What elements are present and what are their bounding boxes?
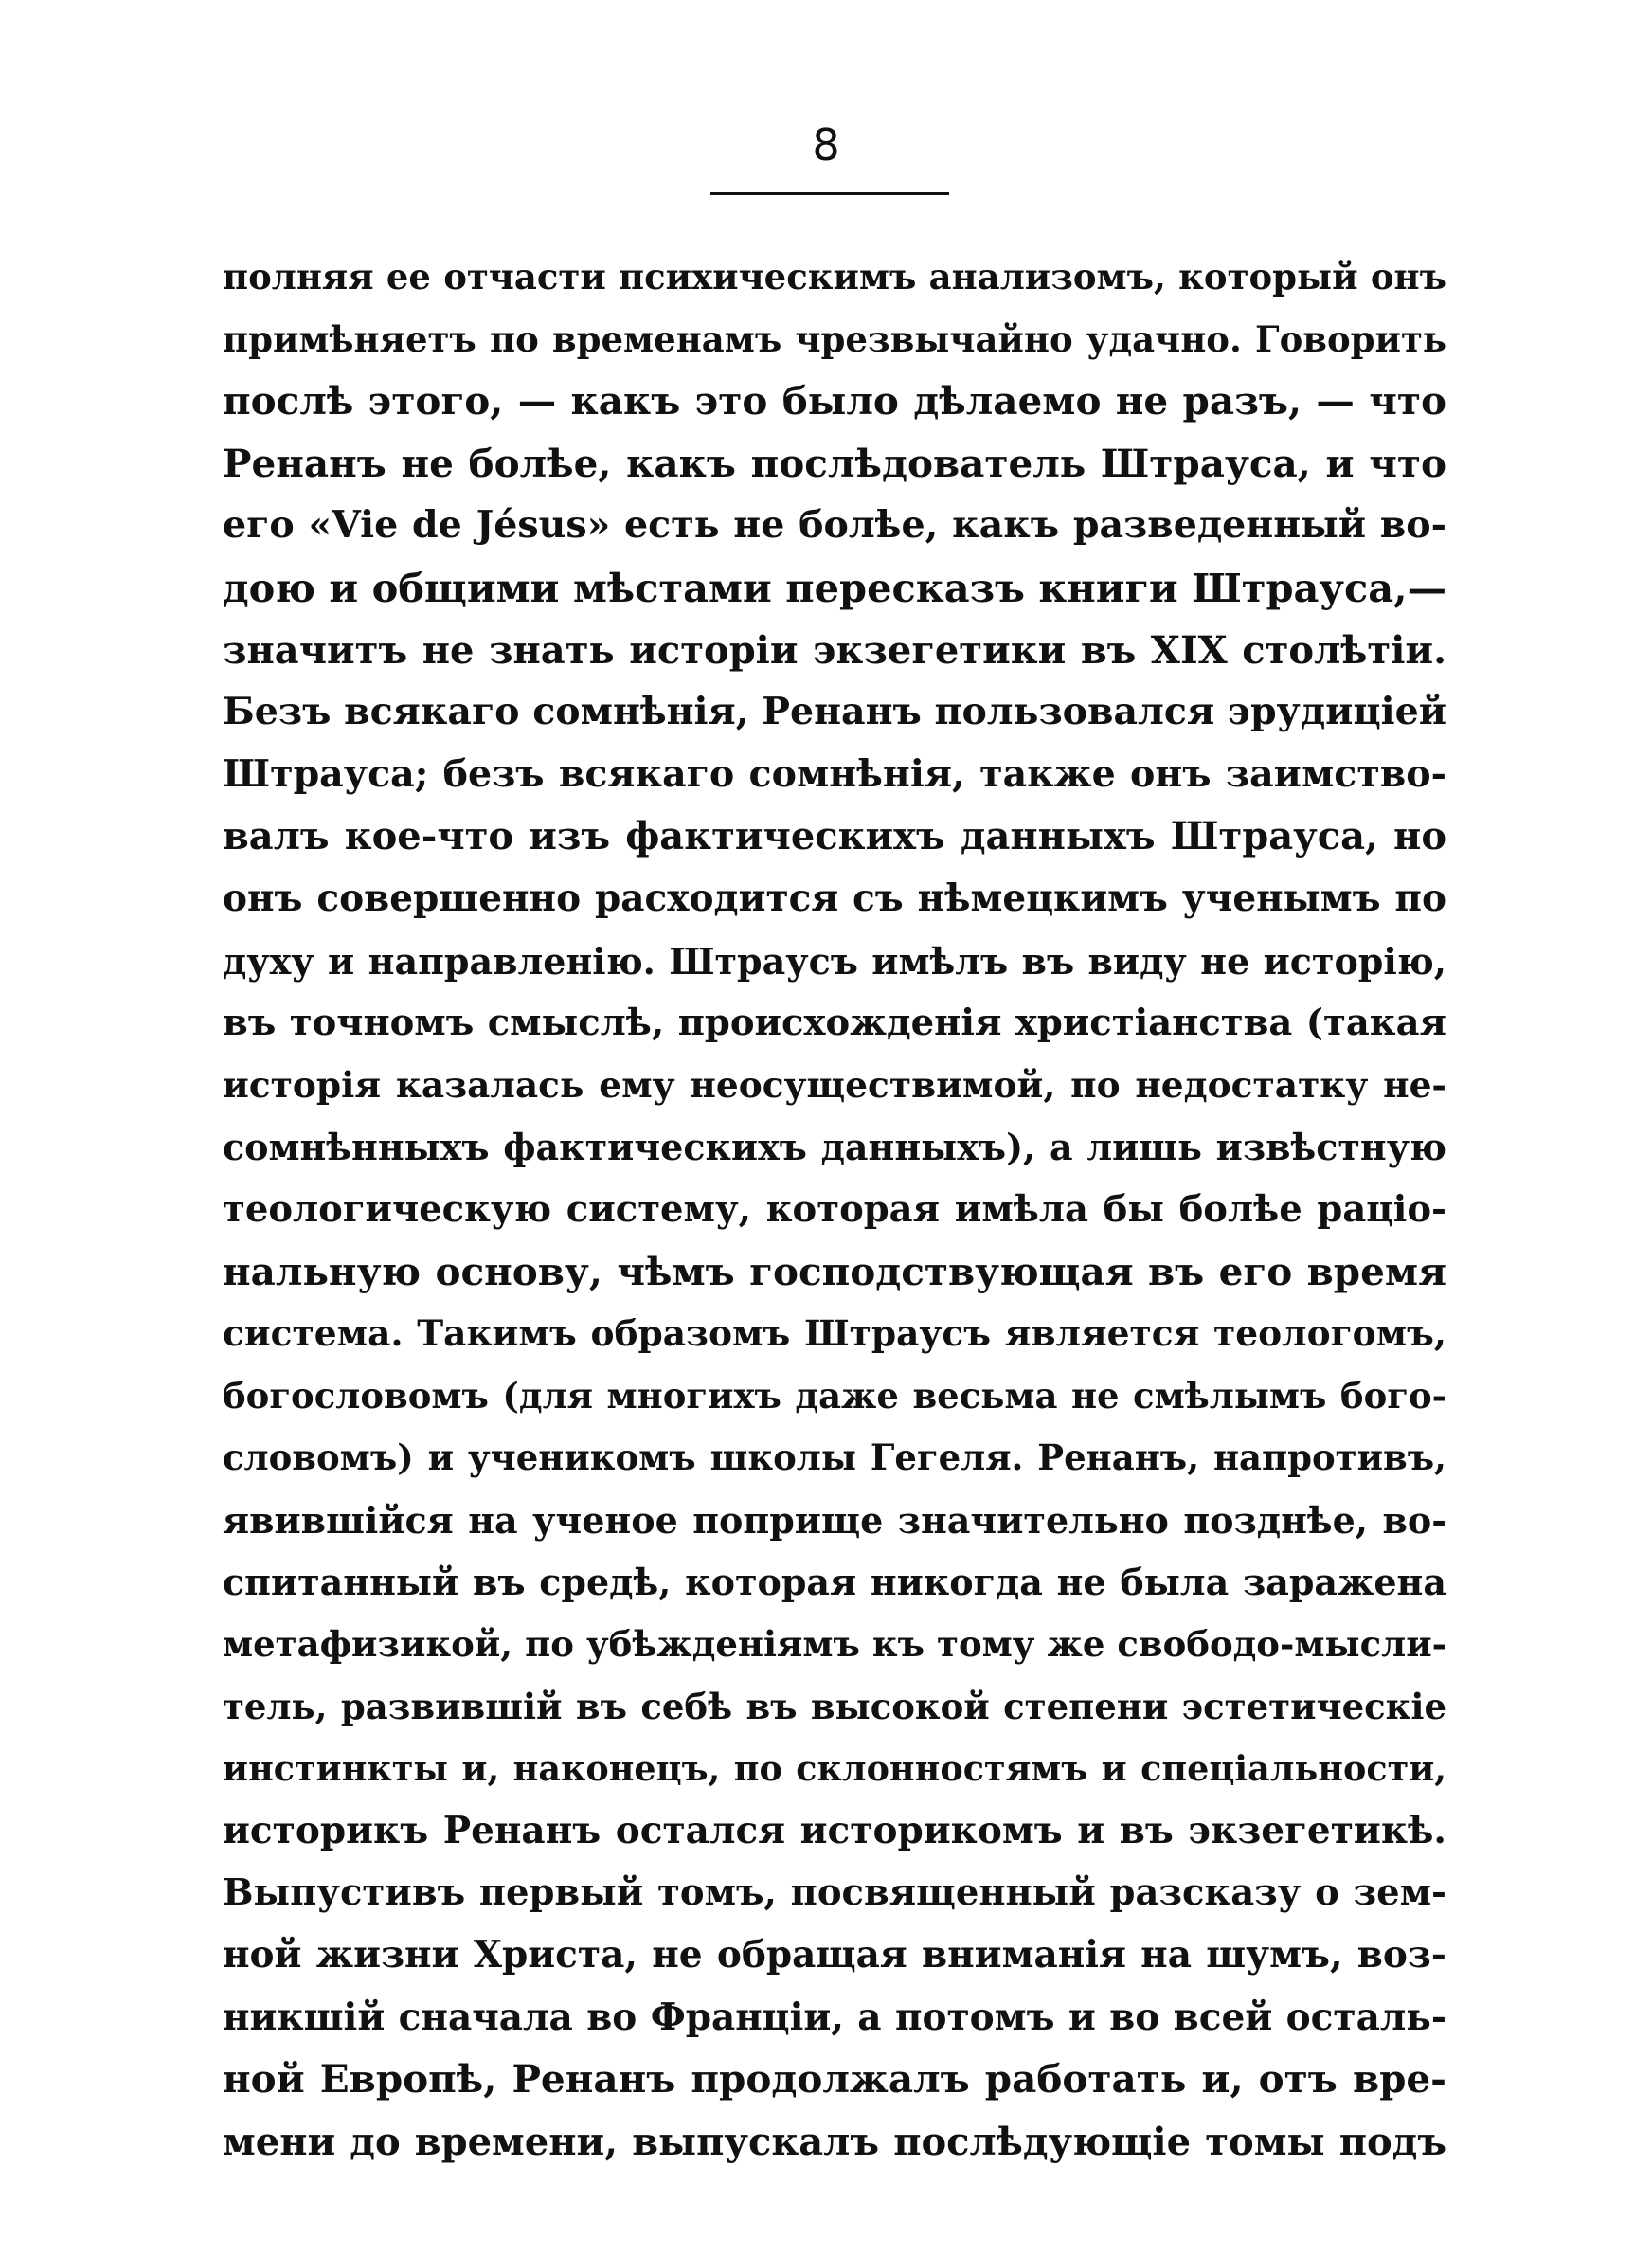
text-line: никшій сначала во Франціи, а потомъ и во всей осталь- xyxy=(223,1995,1446,2039)
text-line: метафизикой, по убѣжденіямъ къ тому же свободо-мысли- xyxy=(223,1623,1446,1666)
text-line: ной Европѣ, Ренанъ продолжалъ работать и, отъ вре- xyxy=(223,2056,1446,2103)
text-line: система. Такимъ образомъ Штраусъ является теологомъ, xyxy=(223,1312,1446,1355)
text-line: нальную основу, чѣмъ господствующая въ его время xyxy=(223,1248,1446,1294)
text-line: его «Vie de Jésus» есть не болѣе, какъ разведенный во- xyxy=(223,503,1446,548)
text-line: спитанный въ средѣ, которая никогда не была заражена xyxy=(223,1561,1446,1604)
text-line: духу и направленію. Штраусъ имѣлъ въ виду не исторію, xyxy=(223,939,1446,983)
text-line: полняя ее отчасти психическимъ анализомъ, который онъ xyxy=(223,256,1446,298)
text-line: ной жизни Христа, не обращая вниманія на шумъ, воз- xyxy=(223,1933,1446,1977)
text-line: теологическую систему, которая имѣла бы болѣе раціо- xyxy=(223,1187,1446,1231)
text-line: валъ кое-что изъ фактическихъ данныхъ Штрауса, но xyxy=(223,814,1446,859)
text-line: Штрауса; безъ всякаго сомнѣнія, также онъ заимство- xyxy=(223,751,1446,796)
page-number: 8 xyxy=(812,119,840,171)
text-line: исторія казалась ему неосуществимой, по недостатку не- xyxy=(223,1063,1446,1106)
text-line: онъ совершенно расходится съ нѣмецкимъ ученымъ по xyxy=(223,876,1446,920)
text-line: инстинкты и, наконецъ, по склонностямъ и спеціальности, xyxy=(223,1748,1446,1790)
text-line: богословомъ (для многихъ даже весьма не смѣлымъ бого- xyxy=(223,1374,1446,1417)
text-line: словомъ) и ученикомъ школы Гегеля. Ренанъ, напротивъ, xyxy=(223,1436,1446,1479)
text-line: примѣняетъ по временамъ чрезвычайно удачно. Говорить xyxy=(223,317,1446,360)
text-line: Ренанъ не болѣе, какъ послѣдователь Штрауса, и что xyxy=(223,440,1446,486)
text-line: значитъ не знать исторіи экзегетики въ XIX столѣтіи. xyxy=(223,627,1446,673)
text-line: тель, развившій въ себѣ въ высокой степени эстетическіе xyxy=(223,1685,1446,1727)
text-line: Безъ всякаго сомнѣнія, Ренанъ пользовался эрудиціей xyxy=(223,690,1446,734)
text-line: въ точномъ смыслѣ, происхожденія христіанства (такая xyxy=(223,1002,1446,1045)
text-line: сомнѣнныхъ фактическихъ данныхъ), а лишь извѣстную xyxy=(223,1126,1446,1169)
text-line: Выпустивъ первый томъ, посвященный разсказу о зем- xyxy=(223,1871,1446,1915)
body-text xyxy=(223,246,1446,2173)
header-rule xyxy=(710,192,949,195)
text-line: явившійся на ученое поприще значительно позднѣе, во- xyxy=(223,1498,1446,1542)
text-line: мени до времени, выпускалъ послѣдующіе томы подъ xyxy=(223,2119,1446,2164)
text-line: историкъ Ренанъ остался историкомъ и въ экзегетикѣ. xyxy=(223,1808,1446,1852)
text-line: дою и общими мѣстами пересказъ книги Штрауса,— xyxy=(223,564,1446,611)
text-line: послѣ этого, — какъ это было дѣлаемо не разъ, — что xyxy=(223,378,1446,424)
